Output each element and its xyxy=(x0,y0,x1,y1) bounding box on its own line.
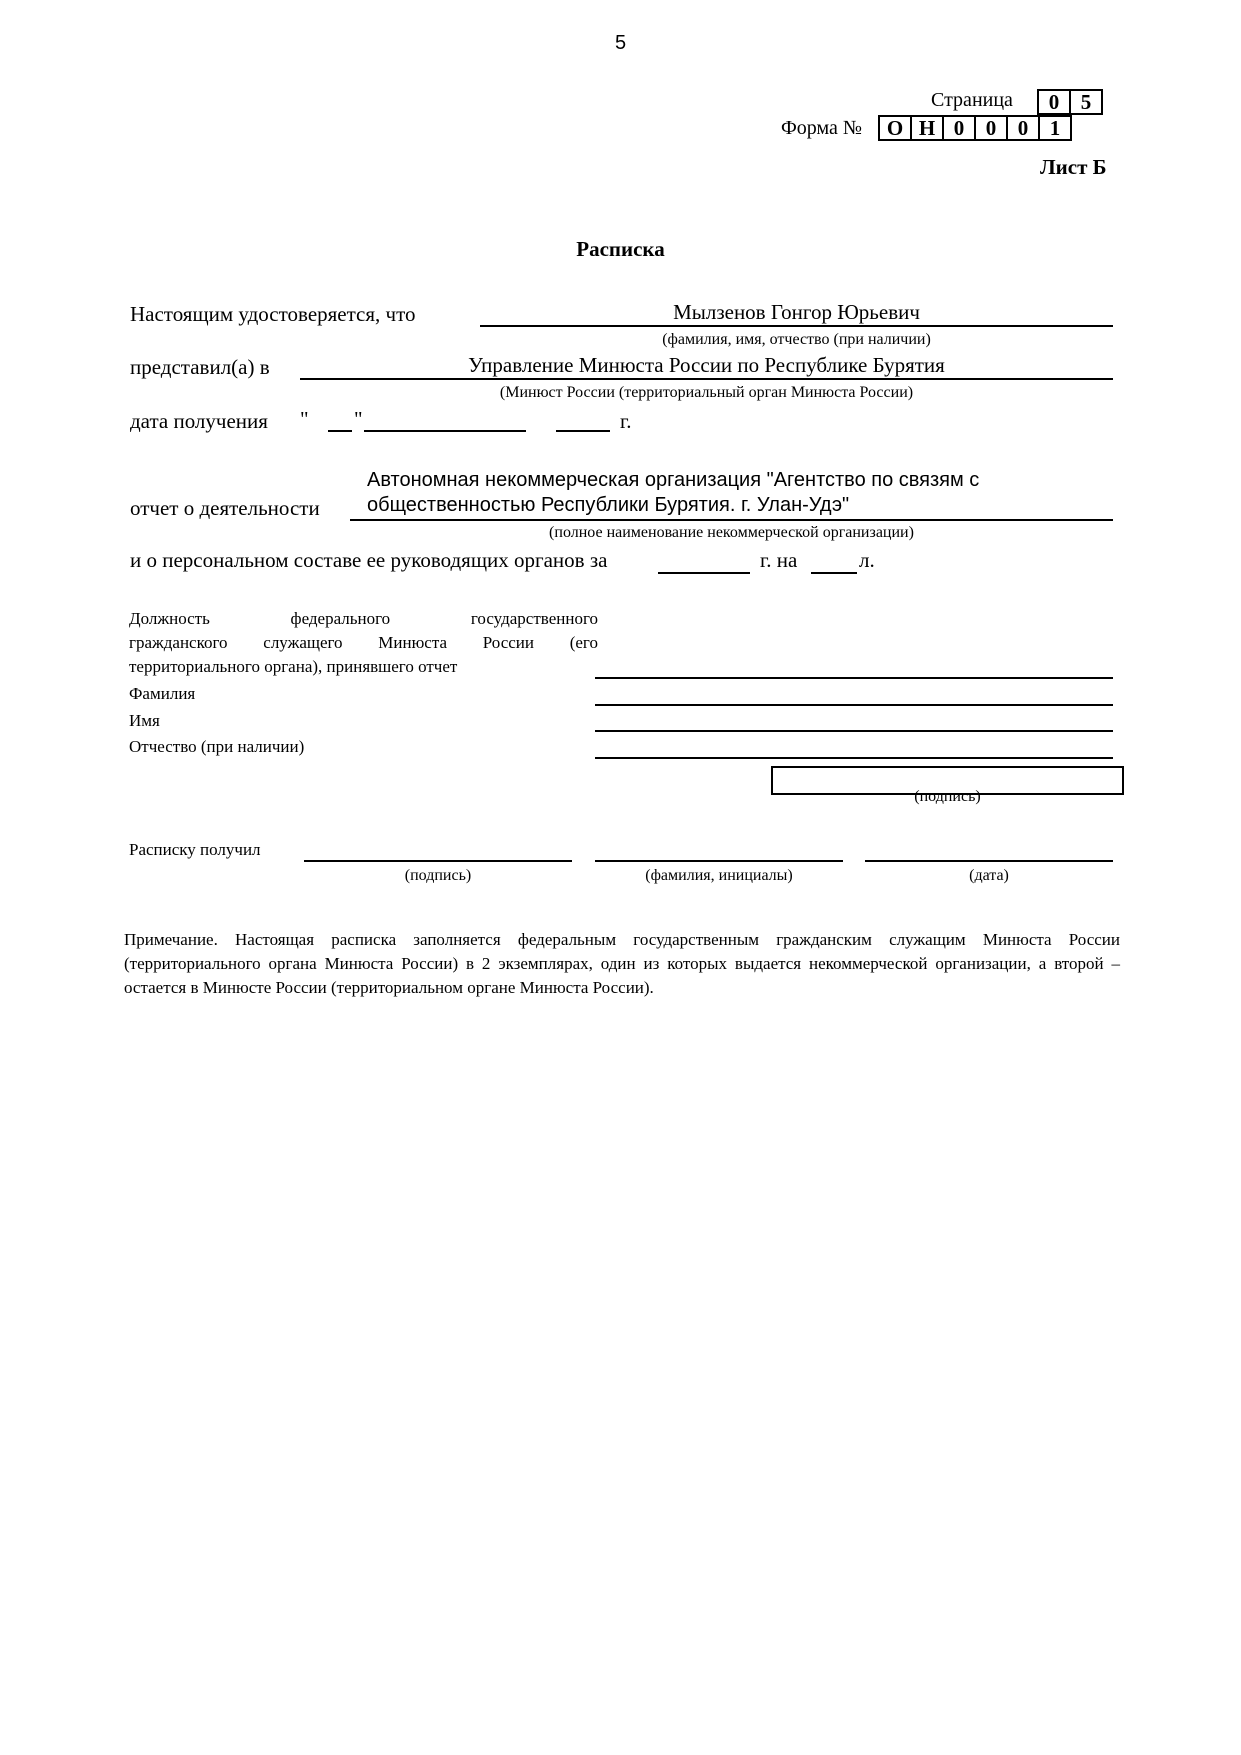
report-line xyxy=(350,519,1113,521)
certify-label: Настоящим удостоверяется, что xyxy=(130,302,416,326)
personnel-label: и о персональном составе ее руководящих органов за xyxy=(130,548,608,572)
page-label: Страница xyxy=(931,89,1013,111)
official-position-line3: территориального органа), принявшего отчет xyxy=(129,657,458,676)
receipt-label: Расписку получил xyxy=(129,840,261,859)
report-label: отчет о деятельности xyxy=(130,496,320,520)
day-line xyxy=(328,430,352,432)
period-year-line xyxy=(658,572,750,574)
report-value-line1: Автономная некоммерческая организация "Агентство по связям с xyxy=(367,469,980,491)
official-position-line1: Должность федерального государственного xyxy=(129,609,598,628)
certify-line xyxy=(480,325,1113,327)
submitted-line xyxy=(300,378,1113,380)
year-suffix: г. xyxy=(620,409,632,433)
surname-line xyxy=(595,704,1113,706)
receipt-date-line xyxy=(865,860,1113,862)
patronymic-label: Отчество (при наличии) xyxy=(129,737,305,756)
form-box: 0 xyxy=(974,115,1008,141)
receipt-signature-caption: (подпись) xyxy=(404,867,472,884)
page-box: 5 xyxy=(1069,89,1103,115)
date-received-label: дата получения xyxy=(130,409,268,433)
report-value-line2: общественностью Республики Бурятия. г. Улан-Удэ" xyxy=(367,494,850,516)
patronymic-line xyxy=(595,757,1113,759)
page-box: 0 xyxy=(1037,89,1071,115)
document-title: Расписка xyxy=(576,237,665,261)
official-position-line2: гражданского служащего Минюста России (его xyxy=(129,633,598,652)
quote-close: " xyxy=(354,407,363,431)
month-line xyxy=(364,430,526,432)
form-label: Форма № xyxy=(781,117,862,139)
report-caption: (полное наименование некоммерческой организации) xyxy=(549,524,914,541)
receipt-signature-line xyxy=(304,860,572,862)
form-box: Н xyxy=(910,115,944,141)
personnel-year-label: г. на xyxy=(760,548,798,572)
position-line xyxy=(595,677,1113,679)
certify-value: Мылзенов Гонгор Юрьевич xyxy=(673,300,920,324)
quote-open: " xyxy=(300,407,309,431)
form-box: 0 xyxy=(942,115,976,141)
page-number-boxes xyxy=(1039,89,1103,115)
certify-caption: (фамилия, имя, отчество (при наличии) xyxy=(662,331,931,348)
receipt-name-line xyxy=(595,860,843,862)
name-label: Имя xyxy=(129,711,160,730)
submitted-label: представил(а) в xyxy=(130,355,270,379)
official-signature-caption: (подпись) xyxy=(914,788,981,805)
surname-label: Фамилия xyxy=(129,684,196,703)
form-number-boxes xyxy=(880,115,1072,141)
submitted-caption: (Минюст России (территориальный орган Минюста России) xyxy=(499,384,914,401)
name-line xyxy=(595,730,1113,732)
receipt-date-caption: (дата) xyxy=(969,867,1009,884)
form-box: О xyxy=(878,115,912,141)
page-number: 5 xyxy=(614,32,627,54)
receipt-name-caption: (фамилия, инициалы) xyxy=(645,867,793,884)
form-box: 0 xyxy=(1006,115,1040,141)
personnel-suffix: л. xyxy=(859,548,875,572)
sheet-label: Лист Б xyxy=(1040,155,1107,179)
year-line xyxy=(556,430,610,432)
submitted-value: Управление Минюста России по Республике Бурятия xyxy=(468,353,945,377)
note: Примечание. Настоящая расписка заполняется федеральным государственным гражданским служащим Минюста России (территориального органа Минюста России) в 2 экземплярах, один из которых выдается некоммерческой организации, а второй – остается в Минюсте России (территориальном органе Минюста России). xyxy=(124,930,1120,997)
form-box: 1 xyxy=(1038,115,1072,141)
period-length-line xyxy=(811,572,857,574)
